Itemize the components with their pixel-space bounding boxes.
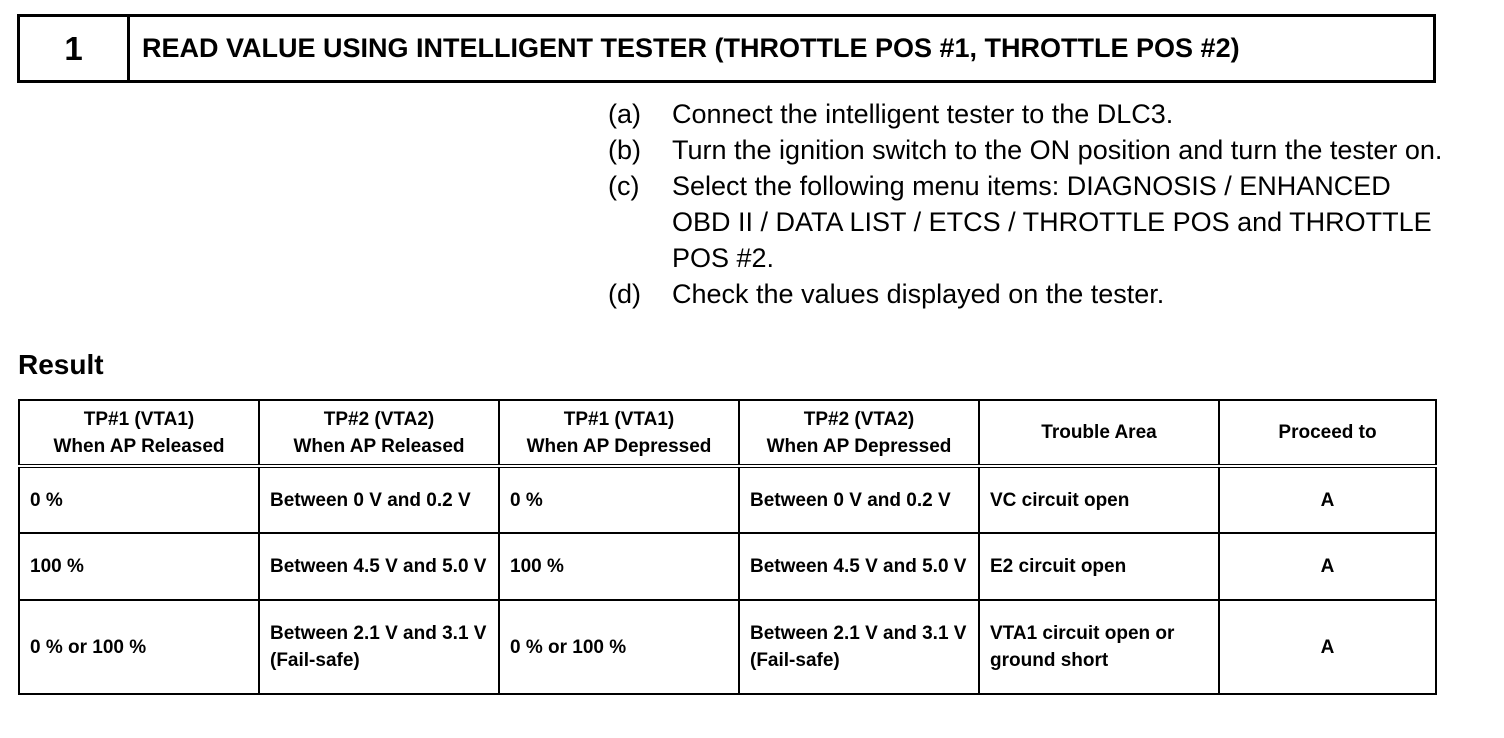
instruction-marker: (c) [608,171,640,201]
table-cell: E2 circuit open [979,533,1219,600]
result-heading: Result [18,349,104,380]
table-cell: Between 2.1 V and 3.1 V (Fail-safe) [259,600,499,694]
column-header: Proceed to [1219,400,1436,466]
table-cell: Between 2.1 V and 3.1 V (Fail-safe) [739,600,979,694]
instruction-text: Turn the ignition switch to the ON position and turn the tester on. [672,135,1443,165]
table-cell: 100 % [19,533,259,600]
instruction-marker: (a) [608,99,641,129]
instruction-marker: (d) [608,279,641,309]
table-cell: A [1219,466,1436,533]
table-row [19,466,1436,533]
step-header [17,14,1436,83]
column-header: TP#1 (VTA1) When AP Released [19,400,259,466]
table-row [19,533,1436,600]
table-row [19,600,1436,694]
instruction-text: Connect the intelligent tester to the DLC3. [672,99,1174,129]
step-number: 1 [20,17,130,80]
column-header: TP#2 (VTA2) When AP Released [259,400,499,466]
result-table [18,399,1437,695]
table-header-row [19,400,1436,466]
table-cell: 0 % or 100 % [19,600,259,694]
table-cell: 0 % [19,466,259,533]
column-header: Trouble Area [979,400,1219,466]
instruction-item [608,96,1448,132]
instruction-item [608,276,1448,312]
table-cell: Between 0 V and 0.2 V [739,466,979,533]
table-cell: VC circuit open [979,466,1219,533]
table-cell: 0 % [499,466,739,533]
table-cell: Between 4.5 V and 5.0 V [259,533,499,600]
table-cell: VTA1 circuit open or ground short [979,600,1219,694]
instruction-item [608,168,1448,276]
table-cell: Between 0 V and 0.2 V [259,466,499,533]
column-header: TP#2 (VTA2) When AP Depressed [739,400,979,466]
table-cell: A [1219,600,1436,694]
step-title: READ VALUE USING INTELLIGENT TESTER (THROTTLE POS #1, THROTTLE POS #2) [142,33,1240,63]
table-cell: A [1219,533,1436,600]
instruction-text: Check the values displayed on the tester. [672,279,1165,309]
table-cell: Between 4.5 V and 5.0 V [739,533,979,600]
table-cell: 0 % or 100 % [499,600,739,694]
instruction-text: Select the following menu items: DIAGNOSIS / ENHANCED OBD II / DATA LIST / ETCS / THROTTLE POS and THROTTLE POS #2. [672,171,1432,273]
instruction-list [608,96,1448,312]
instruction-marker: (b) [608,135,641,165]
column-header: TP#1 (VTA1) When AP Depressed [499,400,739,466]
instruction-item [608,132,1448,168]
table-cell: 100 % [499,533,739,600]
